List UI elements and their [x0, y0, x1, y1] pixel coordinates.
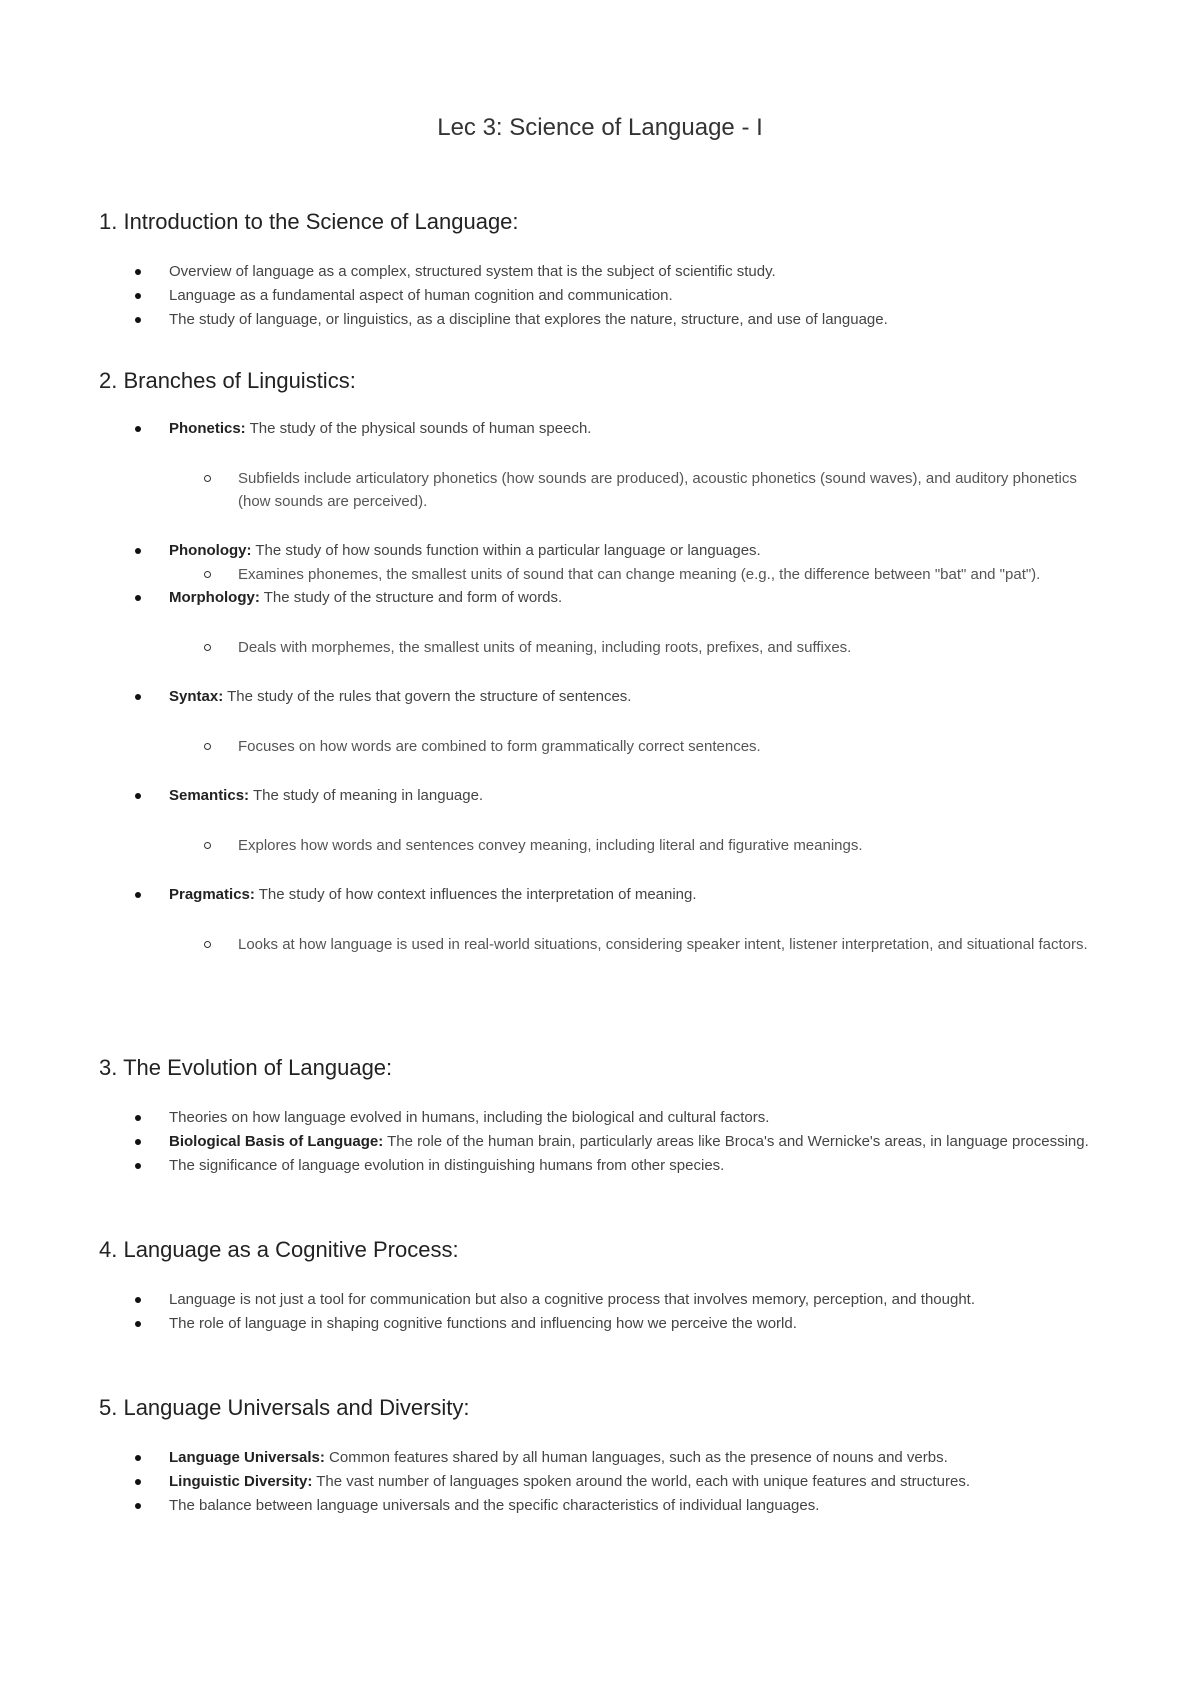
- branch-syntax: [99, 685, 1109, 758]
- term-definition: The role of the human brain, particularly areas like Broca's and Wernicke's areas, in language processing.: [383, 1133, 1089, 1150]
- list-item: [99, 417, 1109, 441]
- branch-pragmatics: [99, 883, 1109, 956]
- list-item: [99, 883, 1109, 907]
- sub-list-item: Examines phonemes, the smallest units of sound that can change meaning (e.g., the difference between "bat" and "pat").: [99, 563, 1109, 586]
- list-item: The role of language in shaping cognitive functions and influencing how we perceive the world.: [99, 1312, 1109, 1336]
- section-heading: 3. The Evolution of Language:: [99, 1055, 393, 1080]
- sub-list-item: Subfields include articulatory phonetics (how sounds are produced), acoustic phonetics (sound waves), and auditory phonetics (how sounds are perceived).: [99, 467, 1109, 513]
- list-item: [99, 685, 1109, 709]
- list-item: Theories on how language evolved in humans, including the biological and cultural factors.: [99, 1106, 1109, 1130]
- branch-semantics: [99, 784, 1109, 857]
- term-label: Biological Basis of Language:: [169, 1133, 384, 1150]
- section-heading: 5. Language Universals and Diversity:: [99, 1395, 470, 1420]
- term-label: Syntax:: [169, 688, 224, 705]
- term-label: Language Universals:: [169, 1449, 325, 1466]
- term-label: Linguistic Diversity:: [169, 1473, 313, 1490]
- term-label: Pragmatics:: [169, 886, 255, 903]
- branch-phonology: [99, 539, 1109, 586]
- sub-list-item: Looks at how language is used in real-world situations, considering speaker intent, listener interpretation, and situational factors.: [99, 933, 1109, 956]
- list-item: Language is not just a tool for communication but also a cognitive process that involves memory, perception, and thought.: [99, 1288, 1109, 1312]
- section-heading: 1. Introduction to the Science of Language:: [99, 209, 519, 234]
- term-definition: The study of the rules that govern the structure of sentences.: [223, 688, 632, 705]
- term-label: Morphology:: [169, 589, 260, 606]
- bullet-list: [99, 1446, 1109, 1518]
- section-heading: 4. Language as a Cognitive Process:: [99, 1237, 459, 1262]
- section-heading: 2. Branches of Linguistics:: [99, 368, 356, 393]
- section-evolution: [99, 1054, 1109, 1178]
- term-definition: The study of how context influences the interpretation of meaning.: [254, 886, 697, 903]
- section-universals: [99, 1394, 1109, 1518]
- sub-list-item: Deals with morphemes, the smallest units of meaning, including roots, prefixes, and suffixes.: [99, 636, 1109, 659]
- list-item: Overview of language as a complex, structured system that is the subject of scientific study.: [99, 260, 1109, 284]
- list-item: [99, 586, 1109, 610]
- list-item: The significance of language evolution in distinguishing humans from other species.: [99, 1154, 1109, 1178]
- term-definition: The study of the physical sounds of human speech.: [245, 420, 592, 437]
- term-definition: The study of meaning in language.: [249, 787, 484, 804]
- term-definition: The study of how sounds function within a particular language or languages.: [251, 542, 761, 559]
- section-cognitive: [99, 1236, 1109, 1336]
- list-item: [99, 1470, 1109, 1494]
- branch-phonetics: [99, 417, 1109, 513]
- list-item: Language as a fundamental aspect of human cognition and communication.: [99, 284, 1109, 308]
- list-item: The study of language, or linguistics, as a discipline that explores the nature, structure, and use of language.: [99, 308, 1109, 332]
- bullet-list: [99, 417, 1109, 956]
- bullet-list: [99, 1106, 1109, 1178]
- list-item: [99, 784, 1109, 808]
- term-definition: Common features shared by all human languages, such as the presence of nouns and verbs.: [324, 1449, 948, 1466]
- term-definition: The vast number of languages spoken around the world, each with unique features and structures.: [312, 1473, 971, 1490]
- bullet-list: [99, 1288, 1109, 1336]
- term-label: Phonology:: [169, 542, 252, 559]
- sub-list-item: Explores how words and sentences convey meaning, including literal and figurative meanings.: [99, 834, 1109, 857]
- list-item: [99, 1446, 1109, 1470]
- list-item: [99, 1130, 1109, 1154]
- section-branches: [99, 367, 1109, 956]
- sub-list-item: Focuses on how words are combined to form grammatically correct sentences.: [99, 735, 1109, 758]
- section-introduction: [99, 208, 1109, 332]
- list-item: The balance between language universals and the specific characteristics of individual languages.: [99, 1494, 1109, 1518]
- branch-morphology: [99, 586, 1109, 659]
- term-label: Phonetics:: [169, 420, 246, 437]
- term-definition: The study of the structure and form of words.: [259, 589, 563, 606]
- bullet-list: [99, 260, 1109, 332]
- term-label: Semantics:: [169, 787, 250, 804]
- document-title: Lec 3: Science of Language - I: [437, 114, 763, 141]
- list-item: [99, 539, 1109, 563]
